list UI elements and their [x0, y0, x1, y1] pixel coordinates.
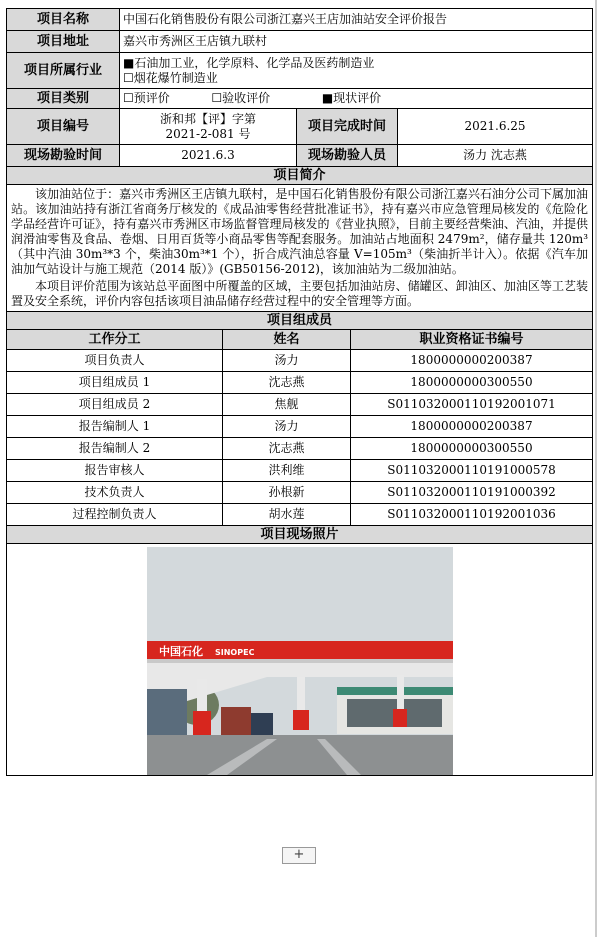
member-name: 汤力 [223, 350, 351, 372]
project-code-value [120, 109, 297, 145]
photo-section-title: 项目现场照片 [7, 526, 593, 544]
survey-time-value: 2021.6.3 [120, 145, 297, 167]
project-address-value: 嘉兴市秀洲区王店镇九联村 [120, 31, 593, 53]
table-row [7, 416, 593, 438]
member-role: 报告编制人 2 [7, 438, 223, 460]
member-name: 胡水莲 [223, 504, 351, 526]
table-row [7, 504, 593, 526]
members-header-cert: 职业资格证书编号 [351, 330, 593, 350]
member-cert: 1800000000200387 [351, 350, 593, 372]
type-option-status: ■现状评价 [321, 91, 382, 105]
table-row [7, 394, 593, 416]
project-address-label: 项目地址 [7, 31, 120, 53]
project-code-line2: 2021-2-081 号 [165, 126, 251, 141]
member-cert: S011032000110192001036 [351, 504, 593, 526]
member-cert: S011032000110191000578 [351, 460, 593, 482]
member-name: 孙根新 [223, 482, 351, 504]
member-name: 洪利维 [223, 460, 351, 482]
industry-option-fireworks: ☐烟花爆竹制造业 [123, 70, 218, 85]
type-option-acceptance: ☐验收评价 [211, 91, 271, 105]
survey-time-label: 现场勘验时间 [7, 145, 120, 167]
members-header-role: 工作分工 [7, 330, 223, 350]
member-role: 报告审核人 [7, 460, 223, 482]
project-code-line1: 浙和邦【评】字第 [159, 111, 256, 126]
add-page-button[interactable]: + [282, 847, 316, 864]
gas-station-illustration [147, 547, 453, 775]
table-row [7, 460, 593, 482]
member-role: 项目组成员 2 [7, 394, 223, 416]
report-sheet [6, 8, 592, 776]
member-role: 报告编制人 1 [7, 416, 223, 438]
member-role: 过程控制负责人 [7, 504, 223, 526]
type-option-pre: ☐预评价 [123, 91, 170, 105]
project-type-label: 项目类别 [7, 89, 120, 109]
project-type-value [120, 89, 593, 109]
intro-paragraph-1: 该加油站位于：嘉兴市秀洲区王店镇九联村，是中国石化销售股份有限公司浙江嘉兴石油分公司下属加油站。该加油站持有浙江省商务厅核发的《成品油零售经营批准证书》，持有嘉兴市应急管理局核发的《危险化学品经营许可证》，持有嘉兴市秀洲区市场监督管理局核发的《营业执照》，目前主要经营柴油、汽油，并提供润滑油零售及食品、卷烟、日用百货等小商品零售等配套服务。加油站占地面积 2479m²，储存量共 120m³（其中汽油 30m³*3 个，柴油30m³*1 个），折合成汽油总容量 V=105m³（柴油折半计入）。依据《汽车加油加气站设计与施工规范（2014 版）》(GB50156-2012)，该加油站为二级加油站。 [11, 187, 589, 276]
member-cert: 1800000000300550 [351, 372, 593, 394]
member-name: 沈志燕 [223, 372, 351, 394]
table-row [7, 438, 593, 460]
industry-option-petroleum: ■石油加工业，化学原料、化学品及医药制造业 [123, 55, 375, 70]
canopy-text-en: SINOPEC [214, 647, 254, 657]
member-cert: 1800000000200387 [351, 416, 593, 438]
member-cert: 1800000000300550 [351, 438, 593, 460]
site-photo [147, 547, 453, 775]
table-row [7, 372, 593, 394]
canopy-text-cn: 中国石化 [158, 644, 203, 658]
survey-people-label: 现场勘验人员 [297, 145, 398, 167]
project-name-value: 中国石化销售股份有限公司浙江嘉兴王店加油站安全评价报告 [120, 9, 593, 31]
table-row [7, 482, 593, 504]
member-name: 汤力 [223, 416, 351, 438]
members-section-title: 项目组成员 [7, 312, 593, 330]
finish-time-value: 2021.6.25 [398, 109, 593, 145]
member-cert: S011032000110191000392 [351, 482, 593, 504]
project-code-label: 项目编号 [7, 109, 120, 145]
members-header-name: 姓名 [223, 330, 351, 350]
intro-section-body [7, 185, 593, 312]
member-name: 焦舰 [223, 394, 351, 416]
intro-paragraph-2: 本项目评价范围为该站总平面图中所覆盖的区域，主要包括加油站房、储罐区、卸油区、加油区等工艺装置及安全系统，评价内容包括该项目油品储存经营过程中的安全管理等方面。 [11, 279, 589, 308]
member-name: 沈志燕 [223, 438, 351, 460]
project-industry-value [120, 53, 593, 89]
photo-section-body [7, 544, 593, 776]
intro-section-title: 项目简介 [7, 167, 593, 185]
project-info-table [6, 8, 593, 312]
table-row [7, 350, 593, 372]
members-table [6, 311, 593, 776]
survey-people-value: 汤力 沈志燕 [398, 145, 593, 167]
project-name-label: 项目名称 [7, 9, 120, 31]
member-role: 技术负责人 [7, 482, 223, 504]
member-role: 项目负责人 [7, 350, 223, 372]
project-industry-label: 项目所属行业 [7, 53, 120, 89]
finish-time-label: 项目完成时间 [297, 109, 398, 145]
member-cert: S011032000110192001071 [351, 394, 593, 416]
member-role: 项目组成员 1 [7, 372, 223, 394]
